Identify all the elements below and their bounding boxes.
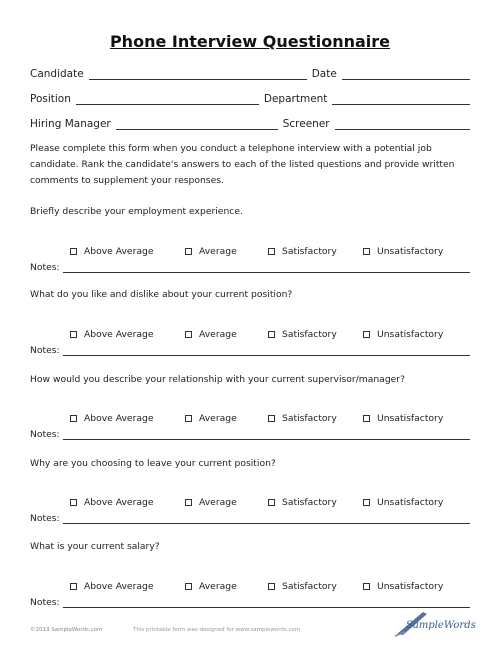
- question-5: What is your current salary?: [30, 541, 160, 552]
- notes-label: Notes:: [30, 597, 60, 608]
- checkbox-icon: [268, 499, 275, 506]
- question-2: What do you like and dislike about your current position?: [30, 289, 293, 300]
- department-label: Department: [263, 93, 328, 105]
- rating-options-4: [30, 497, 470, 511]
- question-3: How would you describe your relationship with your current supervisor/manager?: [30, 374, 405, 385]
- manager-screener-row: [30, 114, 470, 130]
- notes-field-3[interactable]: [63, 429, 470, 440]
- notes-row-3: [30, 426, 470, 440]
- rating-satisfactory[interactable]: Satisfactory: [268, 329, 337, 340]
- rating-above-average[interactable]: Above Average: [70, 497, 153, 508]
- hiring-manager-field[interactable]: [116, 117, 278, 130]
- rating-above-average[interactable]: Above Average: [70, 413, 153, 424]
- rating-above-average[interactable]: Above Average: [70, 581, 153, 592]
- hiring-manager-label: Hiring Manager: [30, 118, 111, 130]
- rating-satisfactory[interactable]: Satisfactory: [268, 413, 337, 424]
- screener-field[interactable]: [335, 117, 470, 130]
- checkbox-icon: [363, 415, 370, 422]
- notes-label: Notes:: [30, 513, 60, 524]
- rating-satisfactory[interactable]: Satisfactory: [268, 581, 337, 592]
- rating-average[interactable]: Average: [185, 413, 237, 424]
- notes-row-5: [30, 594, 470, 608]
- notes-label: Notes:: [30, 429, 60, 440]
- checkbox-icon: [268, 331, 275, 338]
- rating-options-1: [30, 246, 470, 260]
- position-department-row: [30, 89, 470, 105]
- department-field[interactable]: [332, 92, 470, 105]
- rating-unsatisfactory[interactable]: Unsatisfactory: [363, 329, 443, 340]
- checkbox-icon: [268, 248, 275, 255]
- notes-field-1[interactable]: [63, 262, 470, 273]
- rating-average[interactable]: Average: [185, 329, 237, 340]
- logo-text: SampleWords: [406, 620, 476, 631]
- screener-label: Screener: [282, 118, 330, 130]
- checkbox-icon: [185, 331, 192, 338]
- instructions-paragraph: Please complete this form when you conduct a telephone interview with a potential job candidate. Rank the candidate's answers to each of the listed questions and provide written comments to supplement your responses.: [30, 143, 455, 186]
- checkbox-icon: [268, 583, 275, 590]
- notes-row-2: [30, 342, 470, 356]
- checkbox-icon: [363, 248, 370, 255]
- footer-copyright: ©2013 SampleWords.com: [30, 627, 103, 633]
- question-1: Briefly describe your employment experience.: [30, 206, 243, 217]
- notes-field-2[interactable]: [63, 345, 470, 356]
- checkbox-icon: [70, 499, 77, 506]
- notes-row-4: [30, 510, 470, 524]
- notes-field-5[interactable]: [63, 597, 470, 608]
- rating-satisfactory[interactable]: Satisfactory: [268, 497, 337, 508]
- candidate-label: Candidate: [30, 68, 84, 80]
- checkbox-icon: [185, 248, 192, 255]
- checkbox-icon: [70, 248, 77, 255]
- checkbox-icon: [268, 415, 275, 422]
- checkbox-icon: [70, 583, 77, 590]
- question-4: Why are you choosing to leave your current position?: [30, 458, 276, 469]
- checkbox-icon: [363, 583, 370, 590]
- notes-field-4[interactable]: [63, 513, 470, 524]
- position-label: Position: [30, 93, 71, 105]
- rating-unsatisfactory[interactable]: Unsatisfactory: [363, 497, 443, 508]
- candidate-field[interactable]: [89, 67, 307, 80]
- rating-unsatisfactory[interactable]: Unsatisfactory: [363, 581, 443, 592]
- footer-note: This printable form was designed for www.samplewords.com: [133, 627, 301, 633]
- date-label: Date: [311, 68, 337, 80]
- rating-options-3: [30, 413, 470, 427]
- rating-options-5: [30, 581, 470, 595]
- rating-unsatisfactory[interactable]: Unsatisfactory: [363, 246, 443, 257]
- notes-row-1: [30, 259, 470, 273]
- rating-average[interactable]: Average: [185, 497, 237, 508]
- rating-above-average[interactable]: Above Average: [70, 329, 153, 340]
- page-title: Phone Interview Questionnaire: [109, 32, 391, 51]
- notes-label: Notes:: [30, 262, 60, 273]
- rating-satisfactory[interactable]: Satisfactory: [268, 246, 337, 257]
- notes-label: Notes:: [30, 345, 60, 356]
- date-field[interactable]: [342, 67, 470, 80]
- candidate-date-row: [30, 64, 470, 80]
- checkbox-icon: [363, 331, 370, 338]
- checkbox-icon: [70, 331, 77, 338]
- checkbox-icon: [185, 583, 192, 590]
- checkbox-icon: [185, 415, 192, 422]
- position-field[interactable]: [76, 92, 259, 105]
- rating-above-average[interactable]: Above Average: [70, 246, 153, 257]
- checkbox-icon: [363, 499, 370, 506]
- rating-options-2: [30, 329, 470, 343]
- rating-average[interactable]: Average: [185, 246, 237, 257]
- checkbox-icon: [70, 415, 77, 422]
- rating-unsatisfactory[interactable]: Unsatisfactory: [363, 413, 443, 424]
- rating-average[interactable]: Average: [185, 581, 237, 592]
- checkbox-icon: [185, 499, 192, 506]
